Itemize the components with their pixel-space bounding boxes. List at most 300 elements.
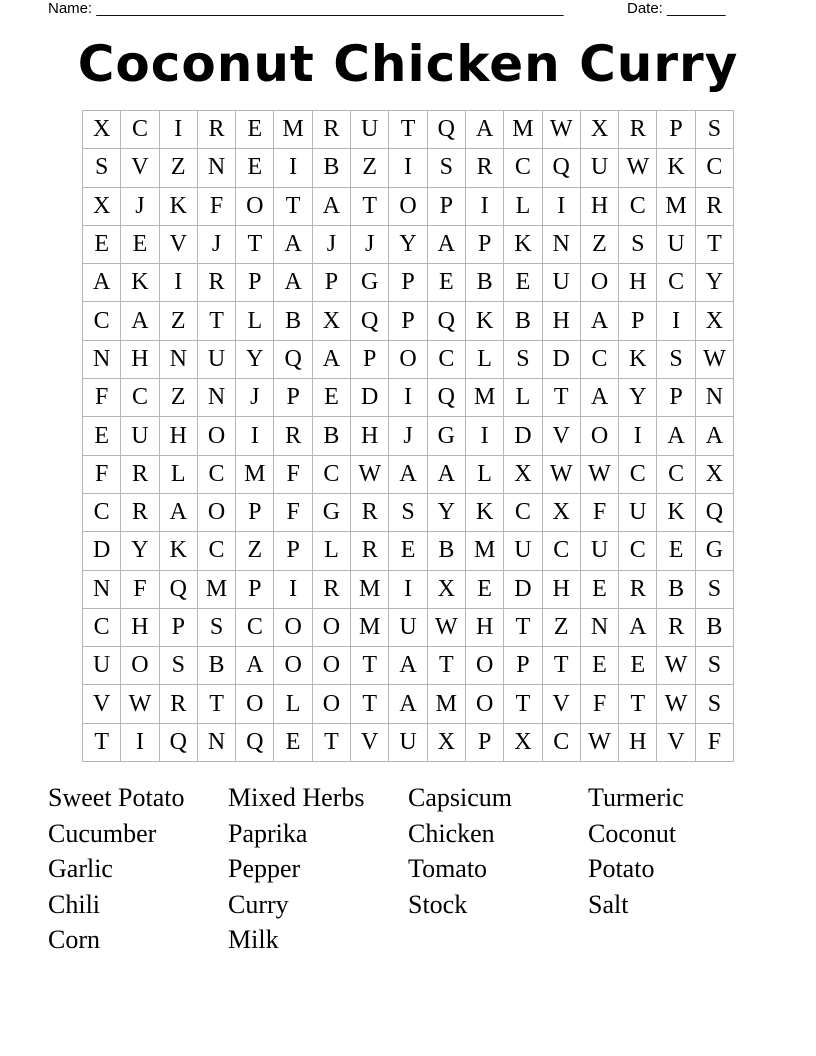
grid-cell: J xyxy=(236,379,274,417)
grid-cell: O xyxy=(581,417,619,455)
grid-cell: Q xyxy=(274,341,312,379)
grid-cell: O xyxy=(581,264,619,302)
grid-cell: O xyxy=(389,341,427,379)
grid-cell: A xyxy=(466,111,504,149)
grid-cell: C xyxy=(428,341,466,379)
grid-cell: C xyxy=(619,456,657,494)
grid-cell: W xyxy=(581,456,619,494)
grid-cell: V xyxy=(83,685,121,723)
grid-cell: L xyxy=(160,456,198,494)
grid-cell: C xyxy=(504,494,542,532)
grid-cell: K xyxy=(504,226,542,264)
grid-cell: R xyxy=(619,111,657,149)
grid-cell: I xyxy=(274,571,312,609)
grid-cell: V xyxy=(351,724,389,762)
grid-cell: P xyxy=(389,302,427,340)
grid-cell: K xyxy=(160,188,198,226)
grid-cell: M xyxy=(428,685,466,723)
grid-cell: H xyxy=(160,417,198,455)
grid-cell: R xyxy=(619,571,657,609)
grid-cell: E xyxy=(121,226,159,264)
grid-cell: A xyxy=(389,685,427,723)
grid-cell: L xyxy=(466,341,504,379)
grid-cell: M xyxy=(657,188,695,226)
grid-cell: A xyxy=(657,417,695,455)
grid-cell: A xyxy=(389,647,427,685)
word-list-item: Chicken xyxy=(408,818,495,848)
grid-cell: O xyxy=(389,188,427,226)
grid-cell: B xyxy=(696,609,734,647)
grid-cell: U xyxy=(657,226,695,264)
grid-cell: R xyxy=(198,264,236,302)
grid-cell: X xyxy=(696,456,734,494)
grid-cell: K xyxy=(657,149,695,187)
grid-cell: E xyxy=(466,571,504,609)
grid-cell: N xyxy=(83,571,121,609)
grid-cell: L xyxy=(313,532,351,570)
grid-cell: E xyxy=(274,724,312,762)
grid-cell: F xyxy=(696,724,734,762)
grid-cell: U xyxy=(581,149,619,187)
grid-cell: R xyxy=(198,111,236,149)
grid-cell: C xyxy=(543,724,581,762)
grid-cell: W xyxy=(581,724,619,762)
grid-cell: X xyxy=(83,188,121,226)
grid-cell: O xyxy=(121,647,159,685)
grid-cell: P xyxy=(389,264,427,302)
grid-cell: V xyxy=(543,685,581,723)
grid-cell: T xyxy=(504,609,542,647)
grid-cell: O xyxy=(466,685,504,723)
grid-cell: X xyxy=(428,571,466,609)
word-list-item: Coconut xyxy=(588,818,677,848)
grid-cell: C xyxy=(313,456,351,494)
grid-cell: Y xyxy=(696,264,734,302)
grid-cell: P xyxy=(466,724,504,762)
grid-cell: F xyxy=(274,456,312,494)
grid-cell: M xyxy=(351,571,389,609)
grid-cell: V xyxy=(543,417,581,455)
grid-cell: Z xyxy=(351,149,389,187)
grid-cell: Z xyxy=(581,226,619,264)
grid-cell: R xyxy=(274,417,312,455)
grid-cell: H xyxy=(121,341,159,379)
grid-cell: M xyxy=(466,532,504,570)
grid-cell: T xyxy=(313,724,351,762)
grid-cell: F xyxy=(581,494,619,532)
grid-cell: Z xyxy=(543,609,581,647)
grid-cell: J xyxy=(198,226,236,264)
grid-cell: A xyxy=(696,417,734,455)
grid-cell: K xyxy=(160,532,198,570)
grid-cell: D xyxy=(504,571,542,609)
grid-cell: P xyxy=(657,111,695,149)
grid-cell: I xyxy=(466,188,504,226)
grid-cell: N xyxy=(198,149,236,187)
grid-cell: P xyxy=(428,188,466,226)
grid-cell: K xyxy=(657,494,695,532)
grid-cell: L xyxy=(236,302,274,340)
grid-cell: C xyxy=(657,264,695,302)
grid-cell: V xyxy=(657,724,695,762)
word-list-item: Tomato xyxy=(408,854,488,884)
grid-cell: P xyxy=(160,609,198,647)
name-field-label: Name: ________________________________________________________ xyxy=(48,0,564,17)
grid-cell: H xyxy=(543,571,581,609)
grid-cell: O xyxy=(236,188,274,226)
grid-cell: S xyxy=(619,226,657,264)
grid-cell: R xyxy=(696,188,734,226)
grid-cell: J xyxy=(313,226,351,264)
grid-cell: E xyxy=(657,532,695,570)
grid-cell: M xyxy=(504,111,542,149)
grid-cell: I xyxy=(160,111,198,149)
grid-cell: A xyxy=(121,302,159,340)
grid-cell: T xyxy=(351,647,389,685)
grid-cell: A xyxy=(313,188,351,226)
grid-cell: C xyxy=(83,609,121,647)
grid-cell: P xyxy=(236,264,274,302)
grid-cell: E xyxy=(504,264,542,302)
grid-cell: I xyxy=(389,149,427,187)
grid-cell: O xyxy=(313,685,351,723)
grid-cell: L xyxy=(274,685,312,723)
grid-cell: R xyxy=(313,571,351,609)
grid-cell: Y xyxy=(619,379,657,417)
grid-cell: W xyxy=(121,685,159,723)
grid-cell: N xyxy=(543,226,581,264)
grid-cell: F xyxy=(121,571,159,609)
grid-cell: F xyxy=(581,685,619,723)
word-list-item: Mixed Herbs xyxy=(228,783,365,812)
grid-cell: I xyxy=(466,417,504,455)
grid-cell: A xyxy=(160,494,198,532)
word-list-item: Cucumber xyxy=(48,818,157,848)
grid-cell: Q xyxy=(428,111,466,149)
grid-cell: F xyxy=(83,379,121,417)
grid-cell: C xyxy=(198,532,236,570)
grid-cell: S xyxy=(696,111,734,149)
grid-cell: E xyxy=(581,571,619,609)
grid-cell: C xyxy=(581,341,619,379)
grid-cell: C xyxy=(657,456,695,494)
grid-cell: O xyxy=(274,609,312,647)
grid-cell: M xyxy=(198,571,236,609)
grid-cell: O xyxy=(198,494,236,532)
grid-cell: Z xyxy=(160,379,198,417)
grid-cell: Y xyxy=(121,532,159,570)
word-list-item: Milk xyxy=(228,925,279,955)
grid-cell: S xyxy=(504,341,542,379)
grid-cell: J xyxy=(389,417,427,455)
grid-cell: B xyxy=(198,647,236,685)
grid-cell: U xyxy=(581,532,619,570)
grid-cell: A xyxy=(581,302,619,340)
grid-cell: T xyxy=(274,188,312,226)
grid-cell: C xyxy=(198,456,236,494)
grid-cell: O xyxy=(313,609,351,647)
grid-cell: G xyxy=(696,532,734,570)
grid-cell: P xyxy=(657,379,695,417)
grid-cell: H xyxy=(543,302,581,340)
grid-cell: S xyxy=(696,571,734,609)
word-list-item: Pepper xyxy=(228,854,301,884)
grid-cell: A xyxy=(428,456,466,494)
grid-cell: X xyxy=(581,111,619,149)
grid-cell: S xyxy=(83,149,121,187)
grid-cell: U xyxy=(389,724,427,762)
grid-cell: B xyxy=(313,417,351,455)
grid-cell: U xyxy=(198,341,236,379)
grid-cell: U xyxy=(543,264,581,302)
grid-cell: Y xyxy=(389,226,427,264)
grid-cell: K xyxy=(619,341,657,379)
grid-cell: X xyxy=(428,724,466,762)
grid-cell: L xyxy=(504,379,542,417)
grid-cell: K xyxy=(466,302,504,340)
grid-cell: E xyxy=(389,532,427,570)
grid-cell: Q xyxy=(351,302,389,340)
grid-cell: Z xyxy=(160,302,198,340)
word-list-item: Garlic xyxy=(48,854,113,884)
grid-cell: G xyxy=(313,494,351,532)
grid-cell: U xyxy=(619,494,657,532)
grid-cell: S xyxy=(389,494,427,532)
grid-cell: R xyxy=(351,532,389,570)
grid-cell: N xyxy=(83,341,121,379)
grid-cell: P xyxy=(313,264,351,302)
grid-cell: Q xyxy=(160,724,198,762)
word-list-item: Chili xyxy=(48,889,101,919)
grid-cell: X xyxy=(696,302,734,340)
grid-cell: E xyxy=(236,149,274,187)
grid-cell: T xyxy=(543,379,581,417)
grid-cell: P xyxy=(274,532,312,570)
grid-cell: E xyxy=(313,379,351,417)
grid-cell: F xyxy=(198,188,236,226)
grid-cell: P xyxy=(351,341,389,379)
grid-cell: T xyxy=(389,111,427,149)
grid-cell: Z xyxy=(160,149,198,187)
date-field-label: Date: _______ xyxy=(627,0,726,17)
grid-cell: J xyxy=(351,226,389,264)
grid-cell: C xyxy=(83,302,121,340)
grid-cell: S xyxy=(198,609,236,647)
grid-cell: D xyxy=(504,417,542,455)
grid-cell: C xyxy=(83,494,121,532)
grid-cell: P xyxy=(236,571,274,609)
grid-cell: V xyxy=(121,149,159,187)
grid-cell: H xyxy=(619,724,657,762)
grid-cell: G xyxy=(351,264,389,302)
word-list-item: Curry xyxy=(228,889,289,919)
grid-cell: T xyxy=(543,647,581,685)
grid-cell: R xyxy=(121,494,159,532)
grid-cell: Q xyxy=(543,149,581,187)
grid-cell: C xyxy=(121,379,159,417)
word-list xyxy=(48,782,768,960)
grid-cell: U xyxy=(351,111,389,149)
grid-cell: A xyxy=(274,226,312,264)
grid-cell: P xyxy=(466,226,504,264)
word-list-item: Corn xyxy=(48,925,100,955)
letter-grid xyxy=(82,110,734,762)
grid-cell: X xyxy=(543,494,581,532)
grid-cell: T xyxy=(504,685,542,723)
grid-cell: Y xyxy=(428,494,466,532)
grid-cell: K xyxy=(121,264,159,302)
grid-cell: O xyxy=(274,647,312,685)
grid-cell: W xyxy=(351,456,389,494)
grid-cell: N xyxy=(696,379,734,417)
grid-cell: P xyxy=(274,379,312,417)
grid-cell: B xyxy=(428,532,466,570)
grid-cell: Y xyxy=(236,341,274,379)
grid-cell: N xyxy=(198,724,236,762)
grid-cell: B xyxy=(274,302,312,340)
grid-cell: M xyxy=(236,456,274,494)
grid-cell: B xyxy=(466,264,504,302)
grid-cell: H xyxy=(581,188,619,226)
word-list-item: Sweet Potato xyxy=(48,783,185,812)
grid-cell: B xyxy=(504,302,542,340)
grid-cell: H xyxy=(121,609,159,647)
grid-cell: R xyxy=(466,149,504,187)
grid-cell: C xyxy=(236,609,274,647)
grid-cell: E xyxy=(83,226,121,264)
grid-cell: T xyxy=(428,647,466,685)
grid-cell: O xyxy=(313,647,351,685)
grid-cell: T xyxy=(351,685,389,723)
grid-cell: G xyxy=(428,417,466,455)
grid-cell: R xyxy=(121,456,159,494)
grid-cell: C xyxy=(619,188,657,226)
grid-cell: R xyxy=(657,609,695,647)
grid-cell: I xyxy=(389,379,427,417)
grid-cell: I xyxy=(389,571,427,609)
grid-cell: C xyxy=(121,111,159,149)
grid-cell: U xyxy=(83,647,121,685)
grid-cell: V xyxy=(160,226,198,264)
word-list-item: Potato xyxy=(588,854,655,884)
grid-cell: E xyxy=(581,647,619,685)
grid-cell: H xyxy=(351,417,389,455)
grid-cell: S xyxy=(428,149,466,187)
grid-cell: H xyxy=(466,609,504,647)
grid-cell: Q xyxy=(428,302,466,340)
grid-cell: A xyxy=(389,456,427,494)
grid-cell: T xyxy=(236,226,274,264)
word-list-item: Salt xyxy=(588,889,629,919)
grid-cell: I xyxy=(543,188,581,226)
grid-cell: B xyxy=(657,571,695,609)
grid-cell: B xyxy=(313,149,351,187)
grid-cell: A xyxy=(236,647,274,685)
grid-cell: H xyxy=(619,264,657,302)
grid-cell: Z xyxy=(236,532,274,570)
grid-cell: T xyxy=(351,188,389,226)
grid-cell: Q xyxy=(696,494,734,532)
grid-cell: X xyxy=(504,724,542,762)
grid-cell: C xyxy=(696,149,734,187)
grid-cell: W xyxy=(657,685,695,723)
grid-cell: A xyxy=(274,264,312,302)
word-list-item: Turmeric xyxy=(588,783,684,812)
grid-cell: A xyxy=(619,609,657,647)
grid-cell: R xyxy=(351,494,389,532)
grid-cell: W xyxy=(619,149,657,187)
grid-cell: E xyxy=(619,647,657,685)
grid-cell: M xyxy=(351,609,389,647)
grid-cell: C xyxy=(543,532,581,570)
grid-cell: U xyxy=(121,417,159,455)
grid-cell: D xyxy=(83,532,121,570)
grid-cell: M xyxy=(466,379,504,417)
grid-cell: Q xyxy=(160,571,198,609)
grid-cell: X xyxy=(504,456,542,494)
grid-cell: I xyxy=(236,417,274,455)
grid-cell: Q xyxy=(236,724,274,762)
grid-cell: M xyxy=(274,111,312,149)
grid-cell: A xyxy=(581,379,619,417)
grid-cell: S xyxy=(696,685,734,723)
grid-cell: O xyxy=(466,647,504,685)
grid-cell: N xyxy=(581,609,619,647)
grid-cell: E xyxy=(236,111,274,149)
grid-cell: W xyxy=(657,647,695,685)
grid-cell: D xyxy=(543,341,581,379)
grid-cell: U xyxy=(389,609,427,647)
grid-cell: W xyxy=(543,111,581,149)
grid-cell: I xyxy=(619,417,657,455)
grid-cell: S xyxy=(657,341,695,379)
grid-cell: A xyxy=(313,341,351,379)
grid-cell: T xyxy=(83,724,121,762)
grid-cell: A xyxy=(428,226,466,264)
grid-cell: I xyxy=(274,149,312,187)
grid-cell: S xyxy=(696,647,734,685)
grid-cell: F xyxy=(83,456,121,494)
grid-cell: E xyxy=(428,264,466,302)
grid-cell: T xyxy=(198,302,236,340)
puzzle-title: Coconut Chicken Curry xyxy=(77,35,739,93)
grid-cell: W xyxy=(696,341,734,379)
grid-cell: T xyxy=(619,685,657,723)
grid-cell: X xyxy=(83,111,121,149)
grid-cell: P xyxy=(619,302,657,340)
word-list-item: Stock xyxy=(408,889,468,919)
grid-cell: J xyxy=(121,188,159,226)
grid-cell: C xyxy=(504,149,542,187)
grid-cell: P xyxy=(504,647,542,685)
grid-cell: L xyxy=(504,188,542,226)
header-line xyxy=(48,0,748,18)
grid-cell: T xyxy=(198,685,236,723)
grid-cell: W xyxy=(428,609,466,647)
grid-cell: O xyxy=(236,685,274,723)
grid-cell: O xyxy=(198,417,236,455)
grid-cell: N xyxy=(160,341,198,379)
grid-cell: C xyxy=(619,532,657,570)
grid-cell: I xyxy=(121,724,159,762)
word-list-item: Paprika xyxy=(228,818,308,848)
word-list-item: Capsicum xyxy=(408,783,512,812)
grid-cell: R xyxy=(313,111,351,149)
grid-cell: I xyxy=(160,264,198,302)
grid-cell: T xyxy=(696,226,734,264)
grid-cell: I xyxy=(657,302,695,340)
grid-cell: X xyxy=(313,302,351,340)
